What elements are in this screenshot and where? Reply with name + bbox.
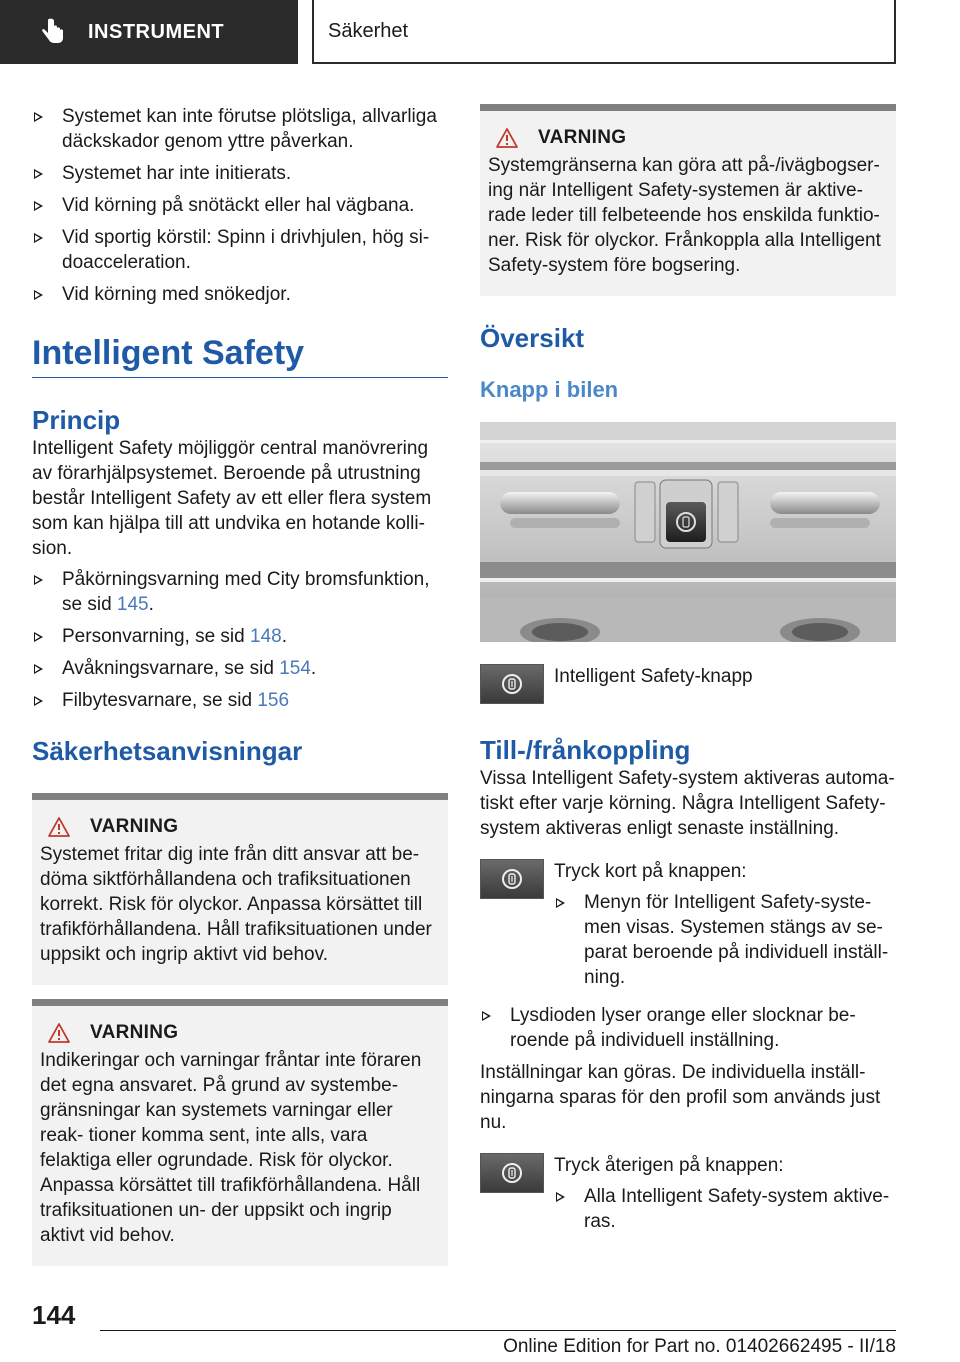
button-caption-row [480,664,896,704]
principle-text: Intelligent Safety möjliggör central manövrering av förarhjälpsystemet. Beroende på utrustning består Intelligent Safety av ett eller flera system som kan hjälpa till att undvika en hotande kolli- sion. [32,438,432,559]
warning-box [480,104,896,296]
warning-label: VARNING [90,816,179,837]
title-rule [32,377,448,378]
principle-heading: Princip [32,405,121,435]
toggle-text: Vissa Intelligent Safety-system aktiveras automa- tiskt efter varje körning. Några Intelligent Safety- system aktiveras enligt senaste inställning. [480,768,895,839]
warning-box [32,793,448,985]
warning-triangle-icon [48,1023,70,1043]
list-item: Avåkningsvarnare, se sid 154. [32,656,448,681]
led-list [480,1003,896,1053]
page-link-145[interactable]: 145 [116,594,149,615]
section-tab[interactable] [0,0,298,64]
toggle-heading: Till-/frånkoppling [480,735,691,765]
chapter-header [312,0,896,64]
warning-text: Systemet fritar dig inte från ditt ansvar att be- döma siktförhållandena och trafiksituationen korrekt. Risk för olyckor. Anpassa körsättet till trafikförhållandena. Håll trafiksituationen under uppsikt och ingrip aktivt vid behov. [40,844,432,965]
press-again-list [554,1184,896,1234]
warning-triangle-icon [496,128,518,148]
triangle-bullet-icon [34,575,43,585]
warning-text: Indikeringar och varningar fråntar inte föraren det egna ansvaret. På grund av systembe- gränsningar kan systemets varningar eller reak- tioner komma sent, inte alls, vara felaktiga eller ogrundade. Risk för olyckor. Anpassa körsättet till trafikförhållandena. Håll trafiksituationen un- der uppsikt och ingrip aktivt vid behov. [40,1050,422,1246]
triangle-bullet-icon [34,201,43,211]
press-short-text: Tryck kort på knappen: [554,861,747,882]
triangle-bullet-icon [34,664,43,674]
press-again-text: Tryck återigen på knappen: [554,1155,784,1176]
press-short-list [554,890,896,990]
list-item: Alla Intelligent Safety-system aktive- ras. [554,1184,896,1234]
list-item: Påkörningsvarning med City bromsfunktion, se sid 145. [32,567,448,617]
warning-header [40,816,440,838]
footer-edition: Online Edition for Part no. 01402662495 - II/18 [503,1336,896,1357]
settings-text: Inställningar kan göras. De individuella inställ- ningarna sparas för den profil som används just nu. [480,1062,881,1133]
list-item: Personvarning, se sid 148. [32,624,448,649]
list-item: Filbytesvarnare, se sid 156 [32,688,448,713]
triangle-bullet-icon [556,898,565,908]
triangle-bullet-icon [482,1011,491,1021]
triangle-bullet-icon [34,112,43,122]
list-item: Vid körning med snökedjor. [32,282,448,307]
warning-box [32,999,448,1266]
intro-list [32,104,448,307]
triangle-bullet-icon [34,290,43,300]
page-link-148[interactable]: 148 [250,626,282,647]
intelligent-safety-button-icon [480,664,544,704]
warning-triangle-icon [48,817,70,837]
warning-header [488,127,888,149]
footer-rule [100,1330,896,1331]
intelligent-safety-button-icon [480,1153,544,1193]
triangle-bullet-icon [34,696,43,706]
warning-label: VARNING [90,1022,179,1043]
hand-pointer-icon [34,14,70,50]
list-item: Vid sportig körstil: Spinn i drivhjulen, hög si- doacceleration. [32,225,448,275]
warning-label: VARNING [538,127,627,148]
triangle-bullet-icon [34,632,43,642]
button-caption: Intelligent Safety-knapp [554,666,753,687]
list-item: Systemet kan inte förutse plötsliga, allvarliga däckskador genom yttre påverkan. [32,104,448,154]
overview-heading: Översikt [480,323,585,353]
page-link-154[interactable]: 154 [279,658,311,679]
page-number: 144 [32,1300,76,1330]
page-title: Intelligent Safety [32,334,305,372]
list-item: Systemet har inte initierats. [32,161,448,186]
press-again-row [480,1153,896,1241]
right-column [480,104,896,1241]
warning-text: Systemgränserna kan göra att på-/ivägbogser- ing när Intelligent Safety-systemen är aktive- rade leder till felbeteende hos enskilda funktio- ner. Risk för olyckor. Frånkoppla alla Intelligent Safety-system före bogsering. [488,155,881,276]
safety-heading: Säkerhetsanvisningar [32,736,303,766]
triangle-bullet-icon [34,233,43,243]
page-link-156[interactable]: 156 [257,690,290,711]
left-column [32,104,448,1266]
press-again-content [554,1153,896,1241]
press-short-content [554,859,896,997]
list-item: Lysdioden lyser orange eller slocknar be- roende på individuell inställning. [480,1003,896,1053]
section-label: INSTRUMENT [88,20,225,43]
triangle-bullet-icon [556,1192,565,1202]
dashboard-photo [480,422,896,642]
warning-header [40,1022,440,1044]
intelligent-safety-button-icon [480,859,544,899]
triangle-bullet-icon [34,169,43,179]
list-item: Menyn för Intelligent Safety-syste- men visas. Systemen stängs av se- parat beroende på individuell inställ- ning. [554,890,896,990]
press-short-row [480,859,896,997]
button-heading: Knapp i bilen [480,377,619,402]
list-item: Vid körning på snötäckt eller hal vägbana. [32,193,448,218]
systems-list [32,567,448,713]
chapter-label: Säkerhet [328,19,409,42]
